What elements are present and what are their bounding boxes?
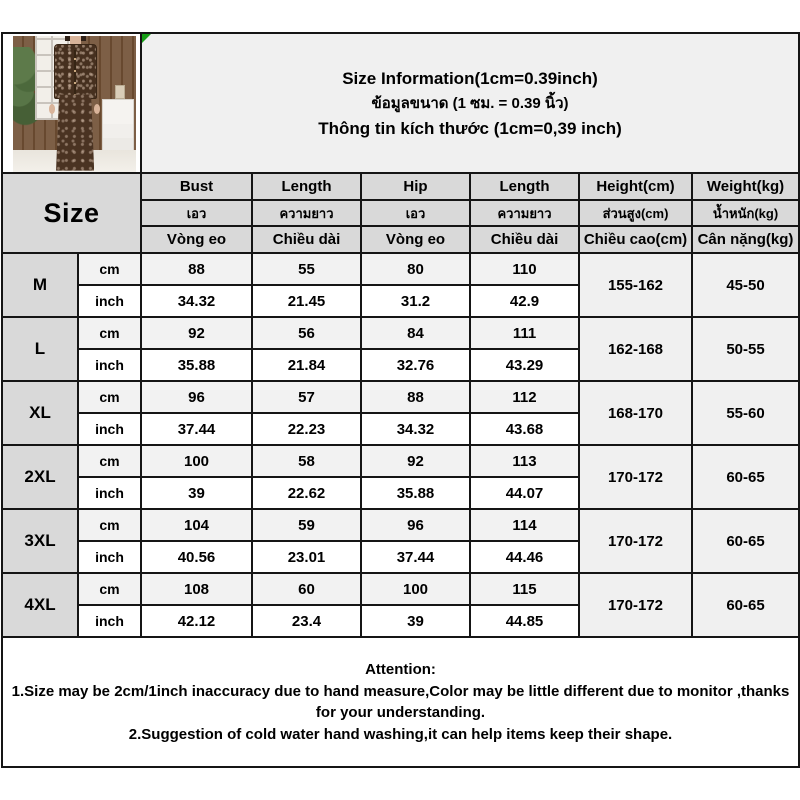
value-cell: 96	[361, 509, 470, 541]
value-cell: 34.32	[141, 285, 252, 317]
value-cell: 37.44	[361, 541, 470, 573]
value-cell: 22.23	[252, 413, 361, 445]
value-cell: 44.46	[470, 541, 579, 573]
product-photo-cell	[2, 33, 141, 173]
title-english: Size Information(1cm=0.39inch)	[342, 68, 598, 88]
size-chart-table	[1, 32, 800, 768]
height-range-3XL: 170-172	[579, 509, 692, 573]
col-header-weight-en: Weight(kg)	[692, 173, 799, 200]
col-header-length2-vi: Chiều dài	[470, 226, 579, 253]
value-cell: 111	[470, 317, 579, 349]
col-header-bust-th: เอว	[141, 200, 252, 226]
value-cell: 96	[141, 381, 252, 413]
value-cell: 88	[361, 381, 470, 413]
attention-cell	[2, 637, 799, 767]
value-cell: 92	[361, 445, 470, 477]
model-hand-left	[49, 104, 55, 114]
size-label-3XL: 3XL	[2, 509, 78, 573]
comment-corner-marker	[142, 34, 151, 43]
attention-heading: Attention:	[365, 661, 436, 678]
tweed-skirt	[56, 94, 94, 170]
height-range-M: 155-162	[579, 253, 692, 317]
plant-decor	[13, 47, 38, 129]
value-cell: 34.32	[361, 413, 470, 445]
model-hand-right	[94, 104, 100, 114]
size-label-XL: XL	[2, 381, 78, 445]
header-row-english	[2, 173, 799, 200]
value-cell: 56	[252, 317, 361, 349]
value-cell: 21.45	[252, 285, 361, 317]
height-range-4XL: 170-172	[579, 573, 692, 637]
value-cell: 42.9	[470, 285, 579, 317]
unit-label-inch: inch	[78, 349, 141, 381]
value-cell: 44.85	[470, 605, 579, 637]
value-cell: 100	[361, 573, 470, 605]
attention-row	[2, 637, 799, 767]
value-cell: 23.4	[252, 605, 361, 637]
value-cell: 32.76	[361, 349, 470, 381]
col-header-length-th: ความยาว	[252, 200, 361, 226]
col-header-length2-th: ความยาว	[470, 200, 579, 226]
value-cell: 31.2	[361, 285, 470, 317]
height-range-L: 162-168	[579, 317, 692, 381]
height-range-2XL: 170-172	[579, 445, 692, 509]
col-header-hip-vi: Vòng eo	[361, 226, 470, 253]
value-cell: 84	[361, 317, 470, 349]
value-cell: 35.88	[361, 477, 470, 509]
value-cell: 100	[141, 445, 252, 477]
value-cell: 21.84	[252, 349, 361, 381]
unit-label-cm: cm	[78, 381, 141, 413]
weight-range-L: 50-55	[692, 317, 799, 381]
size-label-M: M	[2, 253, 78, 317]
value-cell: 57	[252, 381, 361, 413]
unit-label-inch: inch	[78, 541, 141, 573]
col-header-length-en: Length	[252, 173, 361, 200]
value-cell: 88	[141, 253, 252, 285]
value-cell: 35.88	[141, 349, 252, 381]
picture-frame	[115, 85, 125, 99]
col-header-height-en: Height(cm)	[579, 173, 692, 200]
title-row	[2, 33, 799, 173]
value-cell: 44.07	[470, 477, 579, 509]
title-vietnamese: Thông tin kích thước (1cm=0,39 inch)	[318, 118, 622, 138]
unit-label-cm: cm	[78, 253, 141, 285]
tweed-jacket	[54, 44, 97, 98]
value-cell: 37.44	[141, 413, 252, 445]
value-cell: 92	[141, 317, 252, 349]
col-header-hip-th: เอว	[361, 200, 470, 226]
value-cell: 60	[252, 573, 361, 605]
size-row-XL-cm	[2, 381, 799, 413]
size-row-4XL-cm	[2, 573, 799, 605]
value-cell: 22.62	[252, 477, 361, 509]
weight-range-XL: 55-60	[692, 381, 799, 445]
col-header-length2-en: Length	[470, 173, 579, 200]
size-row-2XL-cm	[2, 445, 799, 477]
value-cell: 59	[252, 509, 361, 541]
unit-label-cm: cm	[78, 573, 141, 605]
value-cell: 39	[141, 477, 252, 509]
value-cell: 42.12	[141, 605, 252, 637]
size-label-4XL: 4XL	[2, 573, 78, 637]
col-header-length-vi: Chiều dài	[252, 226, 361, 253]
value-cell: 43.68	[470, 413, 579, 445]
value-cell: 43.29	[470, 349, 579, 381]
col-header-hip-en: Hip	[361, 173, 470, 200]
col-header-bust-en: Bust	[141, 173, 252, 200]
value-cell: 110	[470, 253, 579, 285]
size-row-3XL-cm	[2, 509, 799, 541]
unit-label-cm: cm	[78, 317, 141, 349]
value-cell: 112	[470, 381, 579, 413]
attention-note-2: 2.Suggestion of cold water hand washing,it can help items keep their shape.	[128, 725, 673, 743]
weight-range-4XL: 60-65	[692, 573, 799, 637]
value-cell: 55	[252, 253, 361, 285]
unit-label-inch: inch	[78, 285, 141, 317]
unit-label-inch: inch	[78, 413, 141, 445]
value-cell: 40.56	[141, 541, 252, 573]
size-label-2XL: 2XL	[2, 445, 78, 509]
size-row-M-cm	[2, 253, 799, 285]
value-cell: 104	[141, 509, 252, 541]
title-thai: ข้อมูลขนาด (1 ซม. = 0.39 นิ้ว)	[371, 94, 569, 112]
height-range-XL: 168-170	[579, 381, 692, 445]
col-header-height-vi: Chiều cao(cm)	[579, 226, 692, 253]
unit-label-inch: inch	[78, 605, 141, 637]
value-cell: 39	[361, 605, 470, 637]
value-cell: 113	[470, 445, 579, 477]
drawer-cabinet	[102, 99, 134, 153]
value-cell: 115	[470, 573, 579, 605]
col-header-height-th: ส่วนสูง(cm)	[579, 200, 692, 226]
attention-note-1: 1.Size may be 2cm/1inch inaccuracy due to hand measure,Color may be little different due to monitor ,thanks for your understanding.	[11, 682, 790, 721]
size-label-L: L	[2, 317, 78, 381]
weight-range-2XL: 60-65	[692, 445, 799, 509]
unit-label-cm: cm	[78, 509, 141, 541]
value-cell: 80	[361, 253, 470, 285]
value-cell: 108	[141, 573, 252, 605]
unit-label-inch: inch	[78, 477, 141, 509]
col-header-weight-th: น้ำหนัก(kg)	[692, 200, 799, 226]
unit-label-cm: cm	[78, 445, 141, 477]
value-cell: 23.01	[252, 541, 361, 573]
col-header-weight-vi: Cân nặng(kg)	[692, 226, 799, 253]
weight-range-M: 45-50	[692, 253, 799, 317]
weight-range-3XL: 60-65	[692, 509, 799, 573]
title-cell	[141, 33, 799, 173]
value-cell: 114	[470, 509, 579, 541]
value-cell: 58	[252, 445, 361, 477]
size-row-L-cm	[2, 317, 799, 349]
size-header-cell: Size	[2, 173, 141, 253]
product-photo	[13, 36, 136, 172]
col-header-bust-vi: Vòng eo	[141, 226, 252, 253]
size-rows-body	[2, 253, 799, 637]
